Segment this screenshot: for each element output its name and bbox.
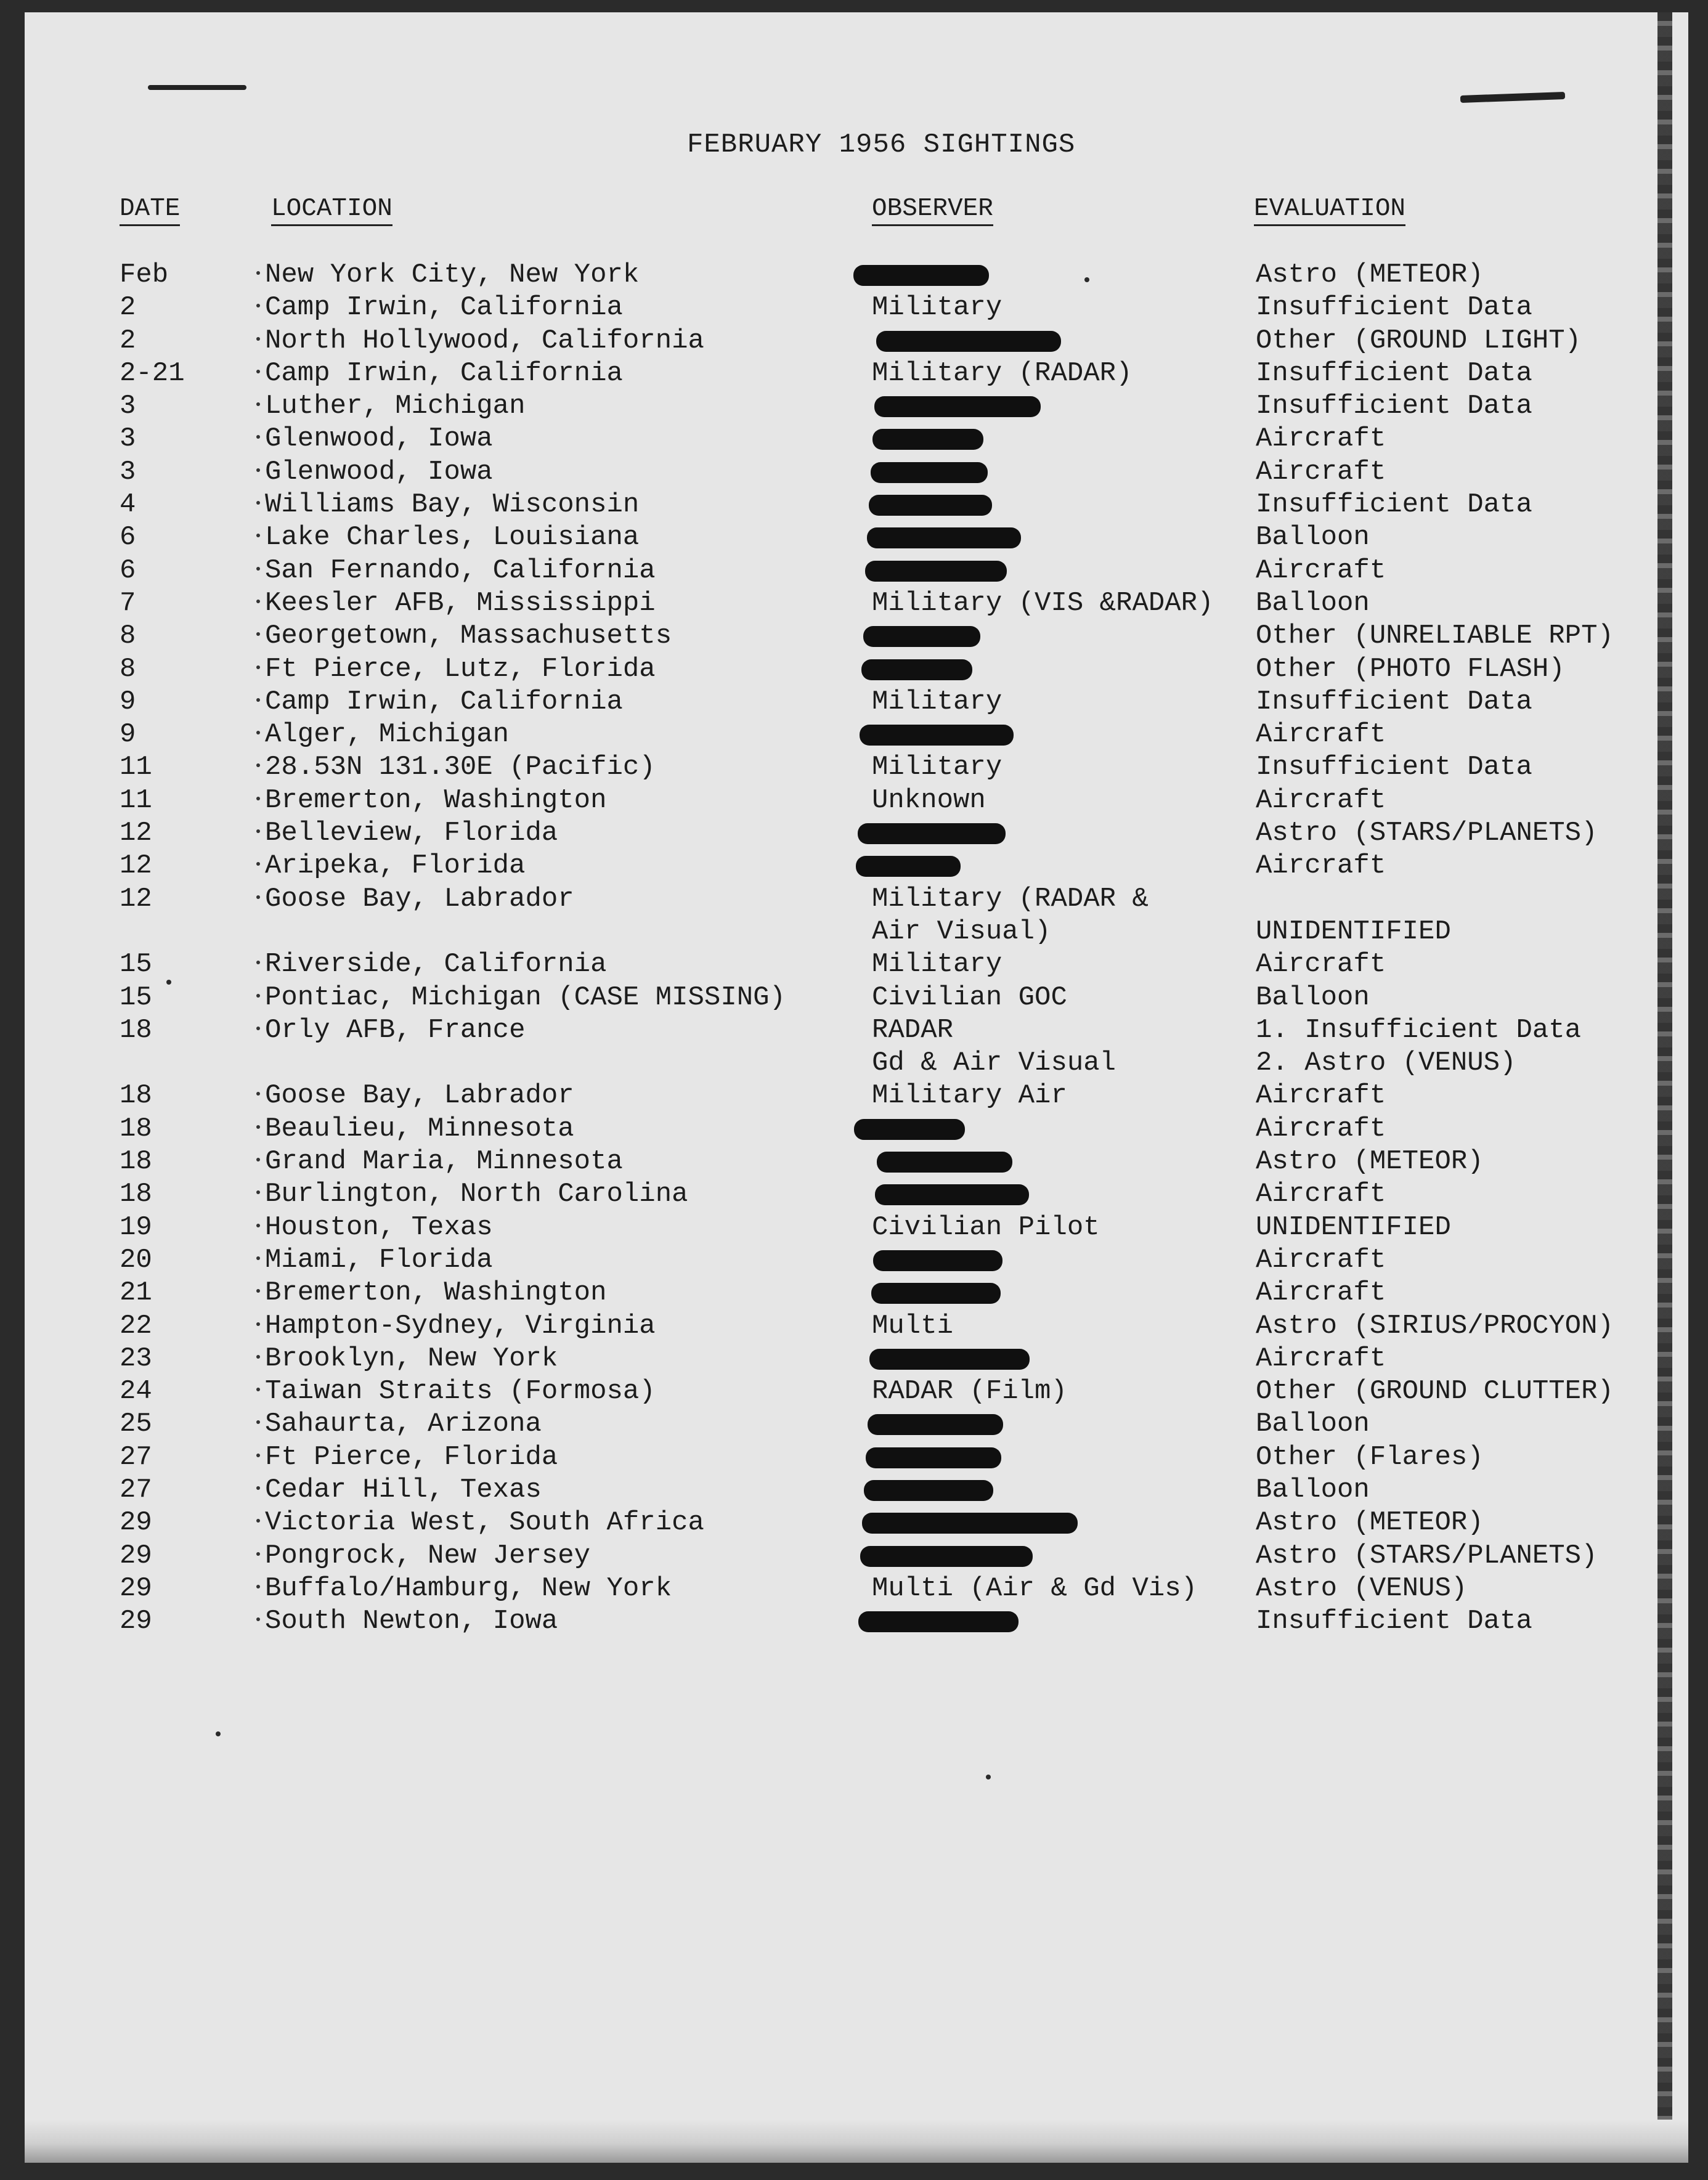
row-location: Bremerton, Washington [265,1277,607,1309]
row-location: Grand Maria, Minnesota [265,1146,623,1177]
row-evaluation: Aircraft [1256,1080,1386,1112]
redaction-bar [862,1513,1078,1534]
row-tick-mark [256,1585,260,1588]
row-evaluation: Other (PHOTO FLASH) [1256,653,1565,685]
row-location: Aripeka, Florida [265,850,526,882]
row-location: Williams Bay, Wisconsin [265,489,640,521]
row-evaluation: Astro (METEOR) [1256,259,1484,290]
row-tick-mark [256,763,260,767]
ink-speck [216,1731,221,1736]
row-evaluation: Other (Flares) [1256,1441,1484,1473]
margin-mark-right [1460,92,1565,103]
row-location: Riverside, California [265,949,607,980]
table-row [25,357,1688,390]
table-row [25,718,1688,751]
column-header-location: LOCATION [271,195,392,226]
row-location: San Fernando, California [265,555,656,586]
row-date: 25 [120,1409,152,1440]
row-evaluation: Aircraft [1256,423,1386,455]
row-evaluation-line2: 2. Astro (VENUS) [1256,1047,1516,1079]
row-tick-mark [256,731,260,734]
table-row [25,686,1688,718]
row-location: Burlington, North Carolina [265,1179,688,1210]
row-tick-mark [256,370,260,373]
row-location: Cedar Hill, Texas [265,1474,542,1505]
table-row [25,653,1688,686]
row-date: 29 [120,1572,152,1604]
row-evaluation: Other (UNRELIABLE RPT) [1256,620,1614,652]
row-observer: Military [872,752,1002,783]
table-row [25,817,1688,850]
row-date: 2 [120,325,136,356]
sightings-table [25,259,1688,1638]
row-evaluation: Aircraft [1256,555,1386,586]
row-tick-mark [256,337,260,341]
redaction-bar [875,1184,1029,1205]
row-observer: Unknown [872,784,986,816]
row-observer: Civilian Pilot [872,1211,1100,1243]
row-observer: Multi [872,1310,954,1341]
row-evaluation: Astro (STARS/PLANETS) [1256,818,1598,849]
table-row [25,1474,1688,1507]
row-date: 6 [120,522,136,553]
redaction-bar [854,1119,965,1140]
table-row [25,521,1688,554]
row-evaluation-line2: UNIDENTIFIED [1256,916,1451,947]
row-location: Goose Bay, Labrador [265,1080,574,1112]
table-row [25,587,1688,620]
table-row [25,982,1688,1014]
row-location: Houston, Texas [265,1211,493,1243]
redaction-bar [858,1611,1019,1632]
row-date: 4 [120,489,136,521]
row-tick-mark [256,1027,260,1030]
row-observer: Military [872,686,1002,717]
row-date: 15 [120,982,152,1013]
row-tick-mark [256,1224,260,1227]
row-observer: Military (RADAR) [872,357,1133,389]
row-location: 28.53N 131.30E (Pacific) [265,752,656,783]
table-row [25,1408,1688,1441]
redaction-bar [860,725,1014,746]
row-evaluation: Insufficient Data [1256,489,1532,521]
row-tick-mark [256,468,260,472]
row-tick-mark [256,600,260,603]
table-row [25,1375,1688,1408]
row-tick-mark [256,1256,260,1260]
row-date: 21 [120,1277,152,1309]
table-row [25,1310,1688,1343]
table-row [25,1080,1688,1112]
row-location: Buffalo/Hamburg, New York [265,1572,672,1604]
row-evaluation: Aircraft [1256,1244,1386,1275]
row-tick-mark [256,1158,260,1161]
row-date: 3 [120,391,136,422]
row-tick-mark [256,402,260,406]
row-tick-mark [256,304,260,307]
row-location: Sahaurta, Arizona [265,1409,542,1440]
row-date: 18 [120,1113,152,1144]
row-tick-mark [256,632,260,636]
row-location: Luther, Michigan [265,391,526,422]
row-tick-mark [256,1322,260,1326]
row-location: Georgetown, Massachusetts [265,620,672,652]
row-observer-line2: Gd & Air Visual [872,1047,1116,1079]
row-evaluation: Balloon [1256,522,1370,553]
row-location: Bremerton, Washington [265,784,607,816]
row-date: 7 [120,587,136,619]
row-observer: RADAR [872,1014,954,1046]
row-evaluation: UNIDENTIFIED [1256,1211,1451,1243]
row-evaluation: Aircraft [1256,1277,1386,1309]
row-location: Pongrock, New Jersey [265,1540,591,1571]
table-row [25,390,1688,423]
row-date: 24 [120,1376,152,1407]
row-evaluation: Aircraft [1256,1113,1386,1144]
row-tick-mark [256,1289,260,1293]
table-row [25,1540,1688,1572]
row-evaluation: Insufficient Data [1256,292,1532,323]
row-tick-mark [256,1355,260,1359]
row-evaluation: Insufficient Data [1256,357,1532,389]
table-row [25,1211,1688,1244]
table-row [25,1343,1688,1375]
row-tick-mark [256,1190,260,1194]
row-date: 3 [120,423,136,455]
row-evaluation: Astro (SIRIUS/PROCYON) [1256,1310,1614,1341]
row-evaluation: Astro (VENUS) [1256,1572,1468,1604]
row-date: 18 [120,1014,152,1046]
row-location: Orly AFB, France [265,1014,526,1046]
table-row [25,489,1688,521]
row-evaluation: Astro (METEOR) [1256,1507,1484,1539]
redaction-bar [871,462,988,483]
row-observer: Civilian GOC [872,982,1067,1013]
row-tick-mark [256,534,260,537]
row-location: Goose Bay, Labrador [265,883,574,914]
row-tick-mark [256,698,260,702]
table-row [25,784,1688,817]
row-evaluation: Aircraft [1256,949,1386,980]
row-tick-mark [256,829,260,833]
row-location: Ft Pierce, Lutz, Florida [265,653,656,685]
row-location: Belleview, Florida [265,818,558,849]
row-location: Miami, Florida [265,1244,493,1275]
row-evaluation: Aircraft [1256,1179,1386,1210]
row-location: Camp Irwin, California [265,686,623,717]
ink-speck [986,1775,991,1779]
page-edge-shadow [1657,12,1672,2163]
row-tick-mark [256,271,260,275]
row-date: 27 [120,1441,152,1473]
redaction-bar [853,265,989,286]
row-location: Hampton-Sydney, Virginia [265,1310,656,1341]
row-tick-mark [256,994,260,998]
margin-mark-left [148,85,246,90]
row-date: 18 [120,1080,152,1112]
table-row [25,555,1688,587]
row-observer: Military [872,292,1002,323]
table-row [25,751,1688,784]
row-tick-mark [256,1454,260,1457]
row-tick-mark [256,862,260,866]
row-tick-mark [256,895,260,899]
redaction-bar [877,1152,1012,1173]
row-location: Victoria West, South Africa [265,1507,704,1539]
row-date: 12 [120,818,152,849]
column-header-date: DATE [120,195,180,226]
row-observer: Multi (Air & Gd Vis) [872,1572,1198,1604]
redaction-bar [860,1546,1033,1567]
row-date: 12 [120,883,152,914]
row-observer: RADAR (Film) [872,1376,1067,1407]
row-location: Camp Irwin, California [265,357,623,389]
row-location: Taiwan Straits (Formosa) [265,1376,656,1407]
row-location: Glenwood, Iowa [265,456,493,487]
row-date: 2 [120,292,136,323]
row-tick-mark [256,1519,260,1523]
redaction-bar [876,331,1061,352]
table-row [25,325,1688,357]
row-date: 23 [120,1343,152,1374]
row-date: 19 [120,1211,152,1243]
redaction-bar [872,429,983,450]
table-row [25,1113,1688,1145]
row-date: 8 [120,653,136,685]
row-evaluation: Other (GROUND LIGHT) [1256,325,1582,356]
row-location: Beaulieu, Minnesota [265,1113,574,1144]
column-header-observer: OBSERVER [872,195,993,226]
table-row [25,1507,1688,1539]
row-observer: Military (RADAR & [872,883,1149,914]
redaction-bar [874,396,1041,417]
table-row [25,1014,1688,1080]
row-observer: Military Air [872,1080,1067,1112]
row-tick-mark [256,501,260,505]
redaction-bar [871,1283,1001,1304]
row-tick-mark [256,1388,260,1391]
table-row [25,423,1688,455]
row-date: 9 [120,719,136,750]
row-date: 2-21 [120,357,185,389]
table-row [25,1145,1688,1178]
redaction-bar [858,823,1006,844]
table-row [25,850,1688,882]
row-tick-mark [256,435,260,439]
row-tick-mark [256,797,260,800]
row-location: Pontiac, Michigan (CASE MISSING) [265,982,786,1013]
document-page [25,12,1688,2163]
redaction-bar [861,659,972,680]
row-date: 22 [120,1310,152,1341]
row-location: New York City, New York [265,259,640,290]
table-row [25,1605,1688,1638]
row-date: 18 [120,1179,152,1210]
row-observer: Military (VIS &RADAR) [872,587,1214,619]
row-evaluation: Astro (METEOR) [1256,1146,1484,1177]
row-evaluation: Balloon [1256,1409,1370,1440]
redaction-bar [873,1250,1002,1271]
row-date: 11 [120,752,152,783]
row-date: 18 [120,1146,152,1177]
row-tick-mark [256,665,260,669]
row-location: Brooklyn, New York [265,1343,558,1374]
row-date: 12 [120,850,152,882]
table-row [25,456,1688,489]
table-row [25,948,1688,981]
row-tick-mark [256,567,260,571]
redaction-bar [864,1480,993,1501]
row-date: 29 [120,1507,152,1539]
row-tick-mark [256,1486,260,1490]
row-location: Lake Charles, Louisiana [265,522,640,553]
redaction-bar [869,495,992,516]
row-date: 15 [120,949,152,980]
row-location: Camp Irwin, California [265,292,623,323]
row-date: 3 [120,456,136,487]
table-row [25,883,1688,949]
table-row [25,620,1688,653]
row-date: 20 [120,1244,152,1275]
row-date: 9 [120,686,136,717]
redaction-bar [863,626,980,647]
row-evaluation: Aircraft [1256,719,1386,750]
row-location: Alger, Michigan [265,719,510,750]
row-evaluation: Aircraft [1256,784,1386,816]
row-date: 6 [120,555,136,586]
row-evaluation: Balloon [1256,982,1370,1013]
table-row [25,291,1688,324]
row-tick-mark [256,1125,260,1129]
table-row [25,1572,1688,1605]
row-evaluation: Aircraft [1256,850,1386,882]
column-header-evaluation: EVALUATION [1254,195,1405,226]
row-evaluation: 1. Insufficient Data [1256,1014,1582,1046]
row-observer: Military [872,949,1002,980]
table-row [25,1178,1688,1211]
row-evaluation: Balloon [1256,1474,1370,1505]
redaction-bar [856,856,961,877]
row-date: 8 [120,620,136,652]
row-evaluation: Balloon [1256,587,1370,619]
row-evaluation: Insufficient Data [1256,391,1532,422]
page-bottom-shadow [25,2120,1688,2163]
row-date: 29 [120,1540,152,1571]
table-row [25,1277,1688,1309]
row-tick-mark [256,1617,260,1621]
row-evaluation: Aircraft [1256,456,1386,487]
row-date: Feb [120,259,169,290]
row-date: 27 [120,1474,152,1505]
redaction-bar [866,1447,1001,1468]
row-location: North Hollywood, California [265,325,704,356]
row-tick-mark [256,1420,260,1424]
row-location: Glenwood, Iowa [265,423,493,455]
document-title: FEBRUARY 1956 SIGHTINGS [687,129,1076,160]
table-row [25,1441,1688,1474]
row-date: 11 [120,784,152,816]
row-observer-line2: Air Visual) [872,916,1051,947]
row-evaluation: Insufficient Data [1256,686,1532,717]
table-row [25,259,1688,291]
redaction-bar [869,1349,1030,1370]
row-date: 29 [120,1606,152,1637]
row-location: Keesler AFB, Mississippi [265,587,656,619]
row-evaluation: Aircraft [1256,1343,1386,1374]
row-tick-mark [256,1092,260,1096]
row-evaluation: Other (GROUND CLUTTER) [1256,1376,1614,1407]
redaction-bar [868,1414,1003,1435]
table-row [25,1244,1688,1277]
row-location: South Newton, Iowa [265,1606,558,1637]
row-location: Ft Pierce, Florida [265,1441,558,1473]
row-evaluation: Astro (STARS/PLANETS) [1256,1540,1598,1571]
row-tick-mark [256,1552,260,1556]
row-evaluation: Insufficient Data [1256,1606,1532,1637]
row-tick-mark [256,961,260,964]
redaction-bar [867,527,1021,548]
row-evaluation: Insufficient Data [1256,752,1532,783]
redaction-bar [865,561,1007,582]
